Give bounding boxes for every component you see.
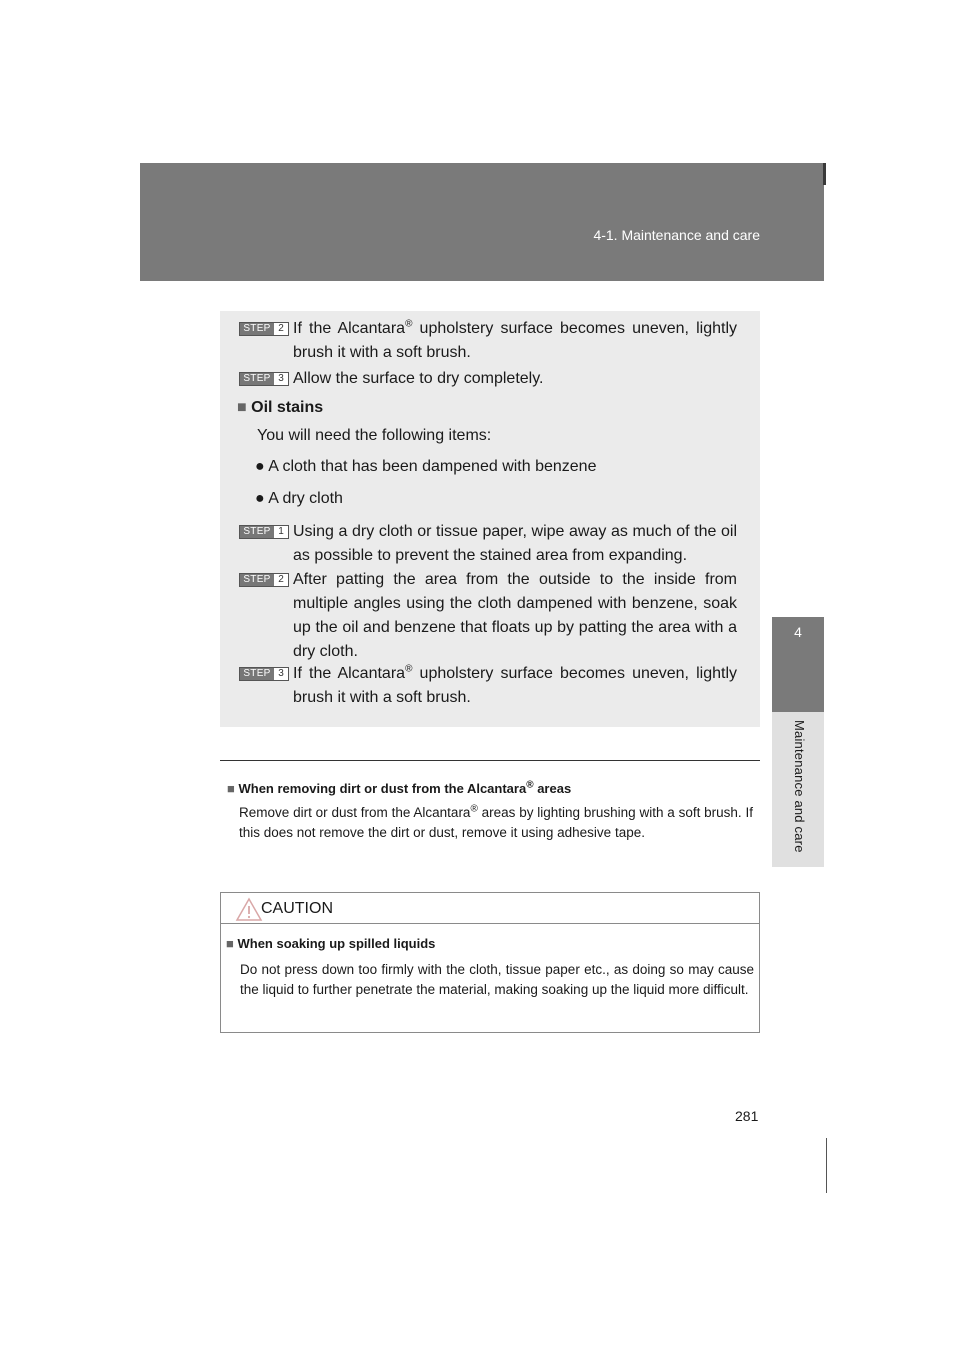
step-1-row bbox=[239, 520, 737, 568]
list-item: ● A dry cloth bbox=[255, 490, 343, 507]
caution-header bbox=[221, 893, 759, 924]
oil-stains-heading: ■ Oil stains bbox=[237, 399, 324, 416]
note-heading: ■ When removing dirt or dust from the Alcantara® areas bbox=[227, 779, 572, 796]
step-text: Allow the surface to dry completely. bbox=[293, 370, 544, 387]
corner-mark bbox=[823, 163, 826, 185]
caution-title: CAUTION bbox=[261, 900, 333, 917]
divider bbox=[220, 760, 760, 761]
page-edge-rule bbox=[826, 1138, 827, 1193]
step-text: If the Alcantara® upholstery surface becomes uneven, lightly brush it with a soft brush. bbox=[293, 318, 738, 361]
warning-triangle-icon bbox=[235, 897, 263, 922]
caution-subheading: ■ When soaking up spilled liquids bbox=[226, 936, 436, 951]
caution-box bbox=[220, 892, 760, 1033]
step-badge: STEP 3 bbox=[239, 372, 289, 386]
section-title: 4-1. Maintenance and care bbox=[593, 227, 760, 243]
list-item: ● A cloth that has been dampened with benzene bbox=[255, 458, 597, 475]
bullet-icon: ● bbox=[255, 490, 265, 507]
instruction-panel bbox=[220, 311, 760, 727]
items-intro: You will need the following items: bbox=[257, 427, 492, 444]
chapter-label: Maintenance and care bbox=[792, 720, 807, 853]
step-badge: STEP 1 bbox=[239, 525, 289, 539]
step-text: If the Alcantara® upholstery surface becomes uneven, lightly brush it with a soft brush. bbox=[293, 663, 738, 706]
step-badge: STEP 2 bbox=[239, 573, 289, 587]
bullet-icon: ● bbox=[255, 458, 265, 475]
step-text: After patting the area from the outside to the inside from multiple angles using the cloth dampened with benzene, soak up the oil and benzene that floats up by patting the area with a dry cloth. bbox=[293, 571, 737, 660]
chapter-tab-number[interactable] bbox=[772, 617, 824, 712]
step-badge: STEP 3 bbox=[239, 667, 289, 681]
step-3-row bbox=[239, 367, 737, 391]
chapter-number: 4 bbox=[794, 624, 802, 640]
chapter-tab-label[interactable] bbox=[772, 712, 824, 867]
step-text: Using a dry cloth or tissue paper, wipe away as much of the oil as possible to prevent the stained area from expanding. bbox=[293, 523, 737, 564]
step-badge: STEP 2 bbox=[239, 322, 289, 336]
step-3-row bbox=[239, 662, 737, 710]
page-number: 281 bbox=[735, 1108, 759, 1124]
header-band bbox=[140, 163, 824, 281]
step-2-row bbox=[239, 317, 737, 365]
step-2-row bbox=[239, 568, 737, 664]
caution-text: Do not press down too firmly with the cloth, tissue paper etc., as doing so may cause the liquid to further penetrate the material, making soaking up the liquid more difficult. bbox=[240, 962, 754, 997]
note-body: Remove dirt or dust from the Alcantara® areas by lighting brushing with a soft brush. If this does not remove the dirt or dust, remove it using adhesive tape. bbox=[239, 803, 753, 840]
